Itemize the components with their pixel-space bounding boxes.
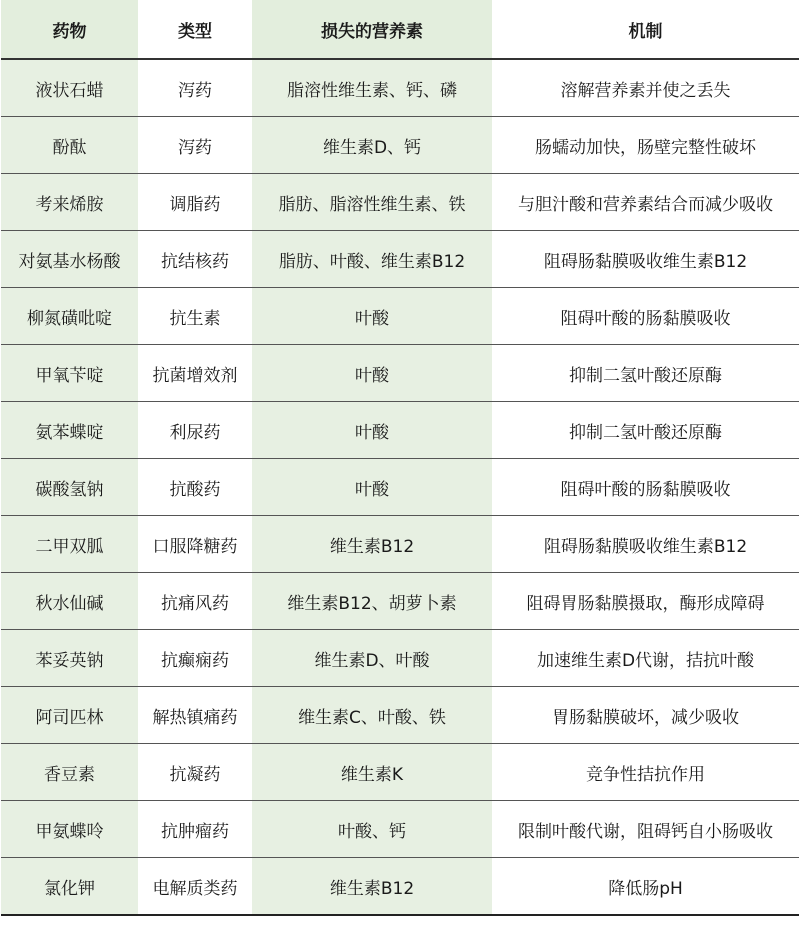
header-type: 类型 [138, 0, 252, 59]
table-row [1, 744, 799, 801]
table-row [1, 858, 799, 916]
nutrients-cell: 维生素D、叶酸 [252, 630, 492, 687]
drug-cell: 苯妥英钠 [1, 630, 138, 687]
table-row [1, 801, 799, 858]
mechanism-cell: 溶解营养素并使之丢失 [492, 59, 799, 117]
table-row [1, 59, 799, 117]
type-cell: 泻药 [138, 59, 252, 117]
table-body [1, 59, 799, 915]
type-cell: 抗癫痫药 [138, 630, 252, 687]
nutrients-cell: 维生素C、叶酸、铁 [252, 687, 492, 744]
table-row [1, 687, 799, 744]
type-cell: 抗生素 [138, 288, 252, 345]
drug-cell: 香豆素 [1, 744, 138, 801]
type-cell: 抗酸药 [138, 459, 252, 516]
drug-cell: 液状石蜡 [1, 59, 138, 117]
type-cell: 抗凝药 [138, 744, 252, 801]
type-cell: 抗痛风药 [138, 573, 252, 630]
nutrients-cell: 维生素B12 [252, 516, 492, 573]
header-mechanism: 机制 [492, 0, 799, 59]
type-cell: 电解质类药 [138, 858, 252, 916]
drug-cell: 酚酞 [1, 117, 138, 174]
table-row [1, 573, 799, 630]
drug-cell: 对氨基水杨酸 [1, 231, 138, 288]
drug-nutrient-table [1, 0, 799, 916]
nutrients-cell: 脂肪、叶酸、维生素B12 [252, 231, 492, 288]
mechanism-cell: 限制叶酸代谢，阻碍钙自小肠吸收 [492, 801, 799, 858]
table-row [1, 459, 799, 516]
mechanism-cell: 阻碍叶酸的肠黏膜吸收 [492, 459, 799, 516]
table-row [1, 231, 799, 288]
nutrients-cell: 叶酸 [252, 459, 492, 516]
drug-cell: 秋水仙碱 [1, 573, 138, 630]
table-row [1, 288, 799, 345]
table-row [1, 516, 799, 573]
table-row [1, 402, 799, 459]
nutrients-cell: 脂肪、脂溶性维生素、铁 [252, 174, 492, 231]
mechanism-cell: 竞争性拮抗作用 [492, 744, 799, 801]
nutrients-cell: 叶酸 [252, 345, 492, 402]
type-cell: 解热镇痛药 [138, 687, 252, 744]
mechanism-cell: 肠蠕动加快，肠壁完整性破坏 [492, 117, 799, 174]
mechanism-cell: 胃肠黏膜破坏，减少吸收 [492, 687, 799, 744]
drug-cell: 二甲双胍 [1, 516, 138, 573]
type-cell: 抗肿瘤药 [138, 801, 252, 858]
type-cell: 利尿药 [138, 402, 252, 459]
table-row [1, 345, 799, 402]
type-cell: 泻药 [138, 117, 252, 174]
drug-cell: 碳酸氢钠 [1, 459, 138, 516]
table-row [1, 117, 799, 174]
type-cell: 抗菌增效剂 [138, 345, 252, 402]
header-row [1, 0, 799, 59]
mechanism-cell: 阻碍胃肠黏膜摄取，酶形成障碍 [492, 573, 799, 630]
type-cell: 调脂药 [138, 174, 252, 231]
nutrients-cell: 维生素B12、胡萝卜素 [252, 573, 492, 630]
type-cell: 口服降糖药 [138, 516, 252, 573]
nutrients-cell: 维生素D、钙 [252, 117, 492, 174]
drug-cell: 甲氧苄啶 [1, 345, 138, 402]
nutrients-cell: 维生素B12 [252, 858, 492, 916]
drug-cell: 阿司匹林 [1, 687, 138, 744]
drug-cell: 氯化钾 [1, 858, 138, 916]
drug-cell: 考来烯胺 [1, 174, 138, 231]
mechanism-cell: 抑制二氢叶酸还原酶 [492, 345, 799, 402]
mechanism-cell: 阻碍肠黏膜吸收维生素B12 [492, 516, 799, 573]
nutrients-cell: 维生素K [252, 744, 492, 801]
nutrients-cell: 叶酸、钙 [252, 801, 492, 858]
table-row [1, 630, 799, 687]
type-cell: 抗结核药 [138, 231, 252, 288]
mechanism-cell: 与胆汁酸和营养素结合而减少吸收 [492, 174, 799, 231]
nutrients-cell: 叶酸 [252, 402, 492, 459]
mechanism-cell: 阻碍肠黏膜吸收维生素B12 [492, 231, 799, 288]
mechanism-cell: 降低肠pH [492, 858, 799, 916]
drug-cell: 甲氨蝶呤 [1, 801, 138, 858]
header-drug: 药物 [1, 0, 138, 59]
nutrients-cell: 脂溶性维生素、钙、磷 [252, 59, 492, 117]
header-nutrients-lost: 损失的营养素 [252, 0, 492, 59]
mechanism-cell: 加速维生素D代谢，拮抗叶酸 [492, 630, 799, 687]
drug-cell: 氨苯蝶啶 [1, 402, 138, 459]
mechanism-cell: 抑制二氢叶酸还原酶 [492, 402, 799, 459]
mechanism-cell: 阻碍叶酸的肠黏膜吸收 [492, 288, 799, 345]
drug-cell: 柳氮磺吡啶 [1, 288, 138, 345]
table-row [1, 174, 799, 231]
nutrients-cell: 叶酸 [252, 288, 492, 345]
